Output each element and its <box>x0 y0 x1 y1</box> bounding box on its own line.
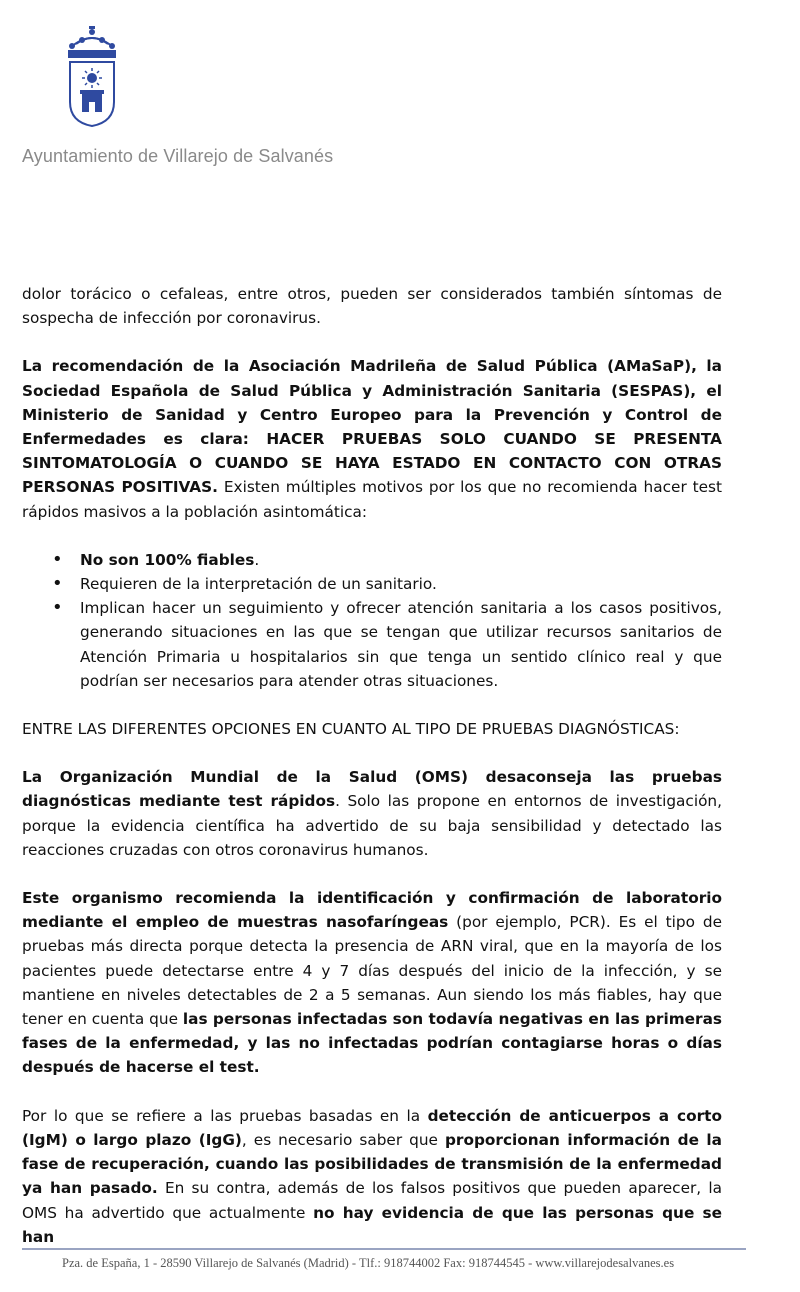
paragraph-oms <box>22 765 722 862</box>
paragraph-text: Por lo que se refiere a las pruebas basadas en la <box>22 1106 428 1125</box>
document-body <box>22 282 722 1273</box>
paragraph-text: Existen múltiples motivos por los que no recomienda hacer test rápidos masivos a la población asintomática: <box>22 478 722 521</box>
paragraph-bold-text: las personas infectadas son todavía negativas en las primeras fases de la enfermedad, y las no infectadas podrían contagiarse horas o días después de hacerse el test. <box>22 1010 722 1077</box>
paragraph-text: . Solo las propone en entornos de investigación, porque la evidencia científica ha advertido de su baja sensibilidad y detectado las reacciones cruzadas con otros coronavirus humanos. <box>22 792 722 859</box>
paragraph-bold-text: La Organización Mundial de la Salud (OMS) desaconseja las pruebas diagnósticas mediante test rápidos <box>22 768 722 811</box>
section-heading-text: ENTRE LAS DIFERENTES OPCIONES EN CUANTO AL TIPO DE PRUEBAS DIAGNÓSTICAS: <box>22 720 680 739</box>
reasons-list <box>22 548 722 693</box>
paragraph-text: (por ejemplo, PCR). Es el tipo de pruebas más directa porque detecta la presencia de ARN viral, que en la mayoría de los pacientes puede detectarse entre 4 y 7 días después del inicio de la infección, y se mantiene en niveles detectables de 2 a 5 semanas. Aun siendo los más fiables, hay que tener en cuenta que <box>22 913 722 1029</box>
paragraph-bold-text: detección de anticuerpos a corto (IgM) o largo plazo (IgG) <box>22 1106 722 1149</box>
footer-address: Pza. de España, 1 - 28590 Villarejo de Salvanés (Madrid) - Tlf.: 918744002 Fax: 918744545 - www.villarejodesalvanes.es <box>62 1256 675 1270</box>
list-item-text: Requieren de la interpretación de un sanitario. <box>80 575 437 594</box>
paragraph-text: , es necesario saber que <box>241 1130 445 1149</box>
paragraph-bold-text: no hay evidencia de que las personas que se han <box>22 1203 722 1246</box>
paragraph-bold-text: La recomendación de la Asociación Madrileña de Salud Pública (AMaSaP), la Sociedad Española de Salud Pública y Administración Sanitaria (SESPAS), el Ministerio de Sanidad y Centro Europeo para la Prevención y Control de Enfermedades es clara: HACER PRUEBAS SOLO CUANDO SE PRESENTA SINTOMATOLOGÍA O CUANDO SE HAYA ESTADO EN CONTACTO CON OTRAS PERSONAS POSITIVAS. <box>22 357 722 497</box>
paragraph-text: En su contra, además de los falsos positivos que pueden aparecer, la OMS ha advertido que actualmente <box>22 1179 722 1222</box>
list-item-bold: No son 100% fiables <box>80 550 255 569</box>
section-heading <box>22 717 722 741</box>
list-item <box>80 596 722 693</box>
list-item-text: . <box>254 550 260 569</box>
municipal-crest-logo <box>62 24 122 128</box>
organization-name: Ayuntamiento de Villarejo de Salvanés <box>22 146 334 166</box>
list-item-text: Implican hacer un seguimiento y ofrecer atención sanitaria a los casos positivos, generando situaciones en las que se tengan que utilizar recursos sanitarios de Atención Primaria u hospitalarios sin que tenga un sentido clínico real y que podrían ser necesarios para atender otras situaciones. <box>80 599 722 690</box>
paragraph-bold-text: proporcionan información de la fase de recuperación, cuando las posibilidades de transmisión de la enfermedad ya han pasado. <box>22 1130 722 1198</box>
paragraph-text: dolor torácico o cefaleas, entre otros, pueden ser considerados también síntomas de sospecha de infección por coronavirus. <box>22 285 722 328</box>
paragraph-bold-text: Este organismo recomienda la identificación y confirmación de laboratorio mediante el empleo de muestras nasofaríngeas <box>22 889 722 932</box>
paragraph-recommendation <box>22 354 722 523</box>
paragraph-symptoms <box>22 282 722 330</box>
list-item <box>80 572 722 596</box>
footer-divider <box>22 1248 746 1250</box>
paragraph-antibodies <box>22 1104 722 1249</box>
paragraph-pcr <box>22 886 722 1080</box>
list-item <box>80 548 722 572</box>
